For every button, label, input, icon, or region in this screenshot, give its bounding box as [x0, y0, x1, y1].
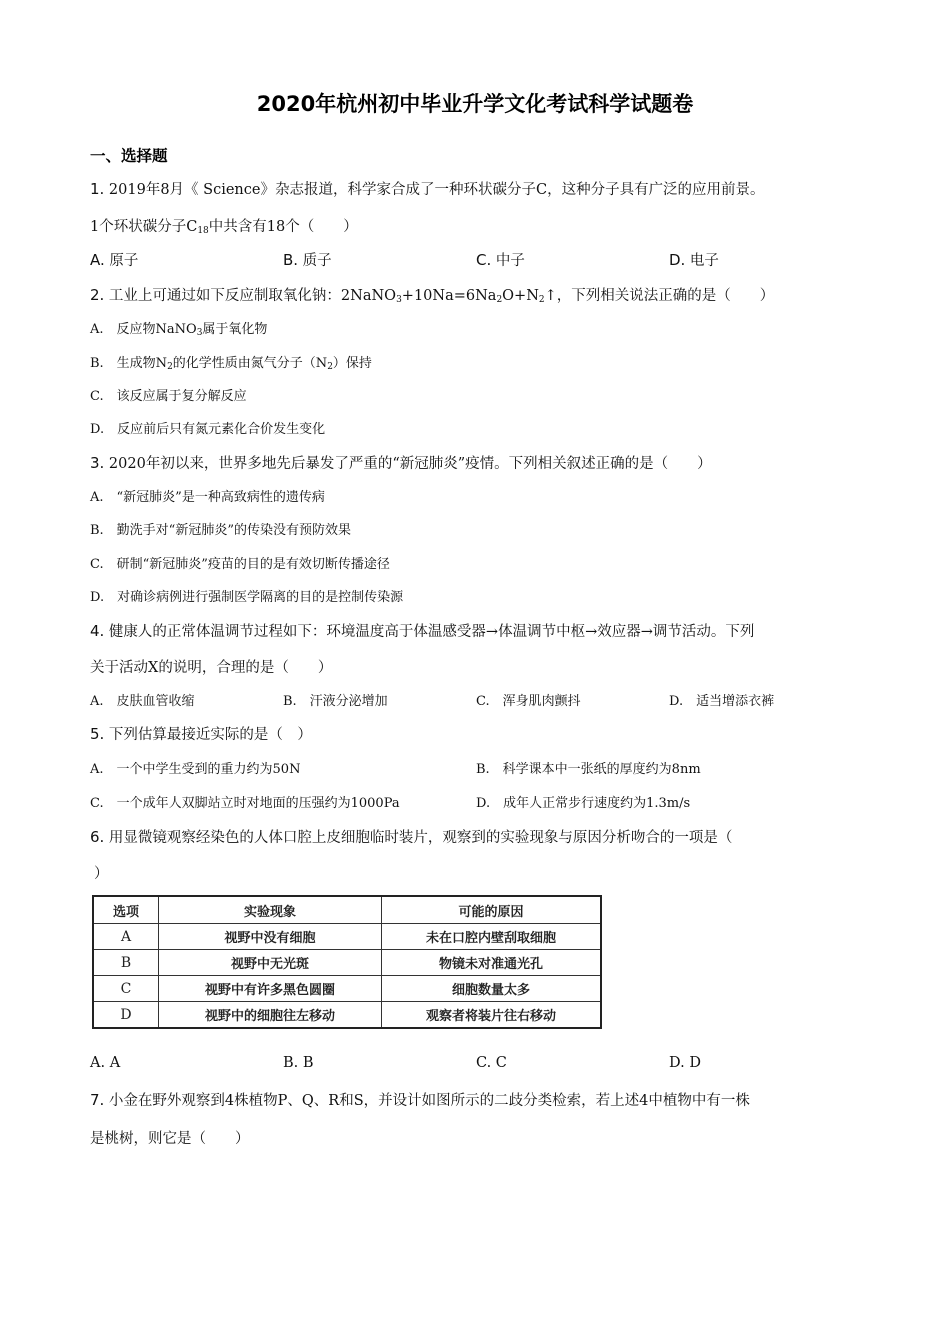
option-d: D. 适当增添衣裤 — [669, 694, 775, 709]
option-text: A. 反应物NaNO — [90, 322, 197, 337]
option-text: D — [684, 1055, 701, 1071]
option-c: C. 浑身肌肉颤抖 — [476, 694, 581, 709]
option-text: 质子 — [298, 253, 332, 269]
option-a — [90, 318, 267, 338]
option-text: 中子 — [491, 253, 525, 269]
option-b — [283, 249, 332, 270]
option-b — [90, 352, 372, 372]
option-d: D. 成年人正常步行速度约为1.3m/s — [476, 796, 691, 811]
option-text: ）保持 — [332, 356, 372, 371]
question-4-stem — [90, 620, 754, 641]
table-cell: 物镜未对准通光孔 — [382, 950, 602, 976]
microscope-table — [92, 895, 602, 1029]
table-header-cell: 选项 — [93, 896, 159, 924]
table-header-cell: 实验现象 — [159, 896, 382, 924]
table-cell: D — [93, 1002, 159, 1029]
option-c — [476, 249, 525, 270]
question-6-stem-cont: ） — [94, 866, 109, 882]
page-title: 2020年杭州初中毕业升学文化考试科学试题卷 — [256, 92, 694, 116]
question-text: 小金在野外观察到4株植物P、Q、R和S，并设计如图所示的二歧分类检索，若上述4中植物中有一株 — [104, 1093, 750, 1109]
subscript: 2 — [167, 362, 173, 372]
question-text: 2019年8月《 Science》杂志报道，科学家合成了一种环状碳分子C，这种分子具有广泛的应用前景。 — [104, 182, 765, 198]
subscript: 3 — [396, 295, 402, 305]
option-b — [283, 1055, 314, 1071]
question-6-stem — [90, 826, 732, 847]
table-cell: 观察者将装片往右移动 — [382, 1002, 602, 1029]
option-a: A. “新冠肺炎”是一种高致病性的遗传病 — [90, 490, 325, 505]
table-row — [93, 976, 601, 1002]
option-a — [90, 1055, 120, 1071]
option-text: C — [491, 1055, 507, 1071]
question-number: 2. — [90, 286, 105, 304]
question-text: 用显微镜观察经染色的人体口腔上皮细胞临时装片，观察到的实验现象与原因分析吻合的一项是（ — [104, 830, 733, 846]
question-number: 7. — [90, 1091, 105, 1109]
table-cell: 视野中有许多黑色圆圈 — [159, 976, 382, 1002]
question-text: O+N — [502, 288, 539, 304]
option-c — [476, 1055, 507, 1071]
question-4-stem-cont: 关于活动X的说明，合理的是（ ） — [90, 660, 333, 676]
table-cell: A — [93, 924, 159, 950]
question-3-stem — [90, 452, 712, 473]
table-header-cell: 可能的原因 — [382, 896, 602, 924]
question-number: 6. — [90, 828, 105, 846]
table-cell: 未在口腔内壁刮取细胞 — [382, 924, 602, 950]
table-row — [93, 1002, 601, 1029]
option-d — [669, 249, 719, 270]
table-cell: C — [93, 976, 159, 1002]
option-d: D. 对确诊病例进行强制医学隔离的目的是控制传染源 — [90, 590, 404, 605]
subscript: 18 — [197, 226, 209, 236]
question-number: 4. — [90, 622, 105, 640]
question-text: +10Na=6Na — [401, 288, 497, 304]
table-row — [93, 924, 601, 950]
question-2-stem — [90, 284, 774, 305]
subscript: 2 — [496, 295, 503, 305]
question-7-stem-cont: 是桃树，则它是（ ） — [90, 1131, 250, 1147]
subscript: 3 — [196, 328, 203, 338]
table-cell: B — [93, 950, 159, 976]
option-c: C. 研制“新冠肺炎”疫苗的目的是有效切断传播途径 — [90, 557, 390, 572]
question-text: ↑，下列相关说法正确的是（ ） — [544, 288, 775, 304]
question-text: 工业上可通过如下反应制取氧化钠：2NaNO — [104, 288, 397, 304]
option-b: B. 汗液分泌增加 — [283, 694, 388, 709]
question-text: 健康人的正常体温调节过程如下：环境温度高于体温感受器→体温调节中枢→效应器→调节活动。下列 — [104, 624, 755, 640]
option-text: B — [298, 1055, 314, 1071]
section-heading: 一、选择题 — [90, 147, 168, 165]
option-a: A. 皮肤血管收缩 — [90, 694, 195, 709]
question-1-stem-cont — [90, 215, 358, 236]
question-1-stem — [90, 178, 765, 199]
subscript: 2 — [538, 295, 545, 305]
option-c: C. 该反应属于复分解反应 — [90, 389, 247, 404]
table-cell: 视野中的细胞往左移动 — [159, 1002, 382, 1029]
question-5-stem — [90, 723, 312, 744]
option-text: 属于氧化物 — [202, 322, 268, 337]
table-cell: 细胞数量太多 — [382, 976, 602, 1002]
option-text: A — [105, 1055, 121, 1071]
table-cell: 视野中没有细胞 — [159, 924, 382, 950]
question-number: 1. — [90, 180, 105, 198]
option-letter: A. — [90, 251, 105, 269]
option-text: B. 生成物N — [90, 356, 168, 371]
option-b: B. 勤洗手对“新冠肺炎”的传染没有预防效果 — [90, 523, 351, 538]
option-letter: B. — [283, 251, 299, 269]
option-letter: D. — [669, 251, 686, 269]
option-d: D. 反应前后只有氮元素化合价发生变化 — [90, 422, 326, 437]
option-a: A. 一个中学生受到的重力约为50N — [90, 762, 301, 777]
question-number: 5. — [90, 725, 105, 743]
option-letter: B. — [283, 1055, 299, 1071]
table-row — [93, 950, 601, 976]
question-text: 2020年初以来，世界多地先后暴发了严重的“新冠肺炎”疫情。下列相关叙述正确的是（ ） — [104, 456, 712, 472]
option-letter: A. — [90, 1055, 106, 1071]
question-7-stem — [90, 1089, 750, 1110]
option-d — [669, 1055, 701, 1071]
option-c: C. 一个成年人双脚站立时对地面的压强约为1000Pa — [90, 796, 400, 811]
table-cell: 视野中无光斑 — [159, 950, 382, 976]
question-text: 1个环状碳分子C — [90, 219, 198, 235]
option-b: B. 科学课本中一张纸的厚度约为8nm — [476, 762, 701, 777]
question-text: 下列估算最接近实际的是（ ） — [104, 727, 312, 743]
question-text: 中共含有18个（ ） — [208, 219, 358, 235]
option-a — [90, 249, 138, 270]
option-text: 电子 — [685, 253, 719, 269]
table-header-row — [93, 896, 601, 924]
question-number: 3. — [90, 454, 105, 472]
option-text: 原子 — [104, 253, 139, 269]
subscript: 2 — [327, 362, 333, 372]
option-letter: D. — [669, 1055, 685, 1071]
option-letter: C. — [476, 251, 492, 269]
option-text: 的化学性质由氮气分子（N — [172, 356, 328, 371]
option-letter: C. — [476, 1055, 492, 1071]
